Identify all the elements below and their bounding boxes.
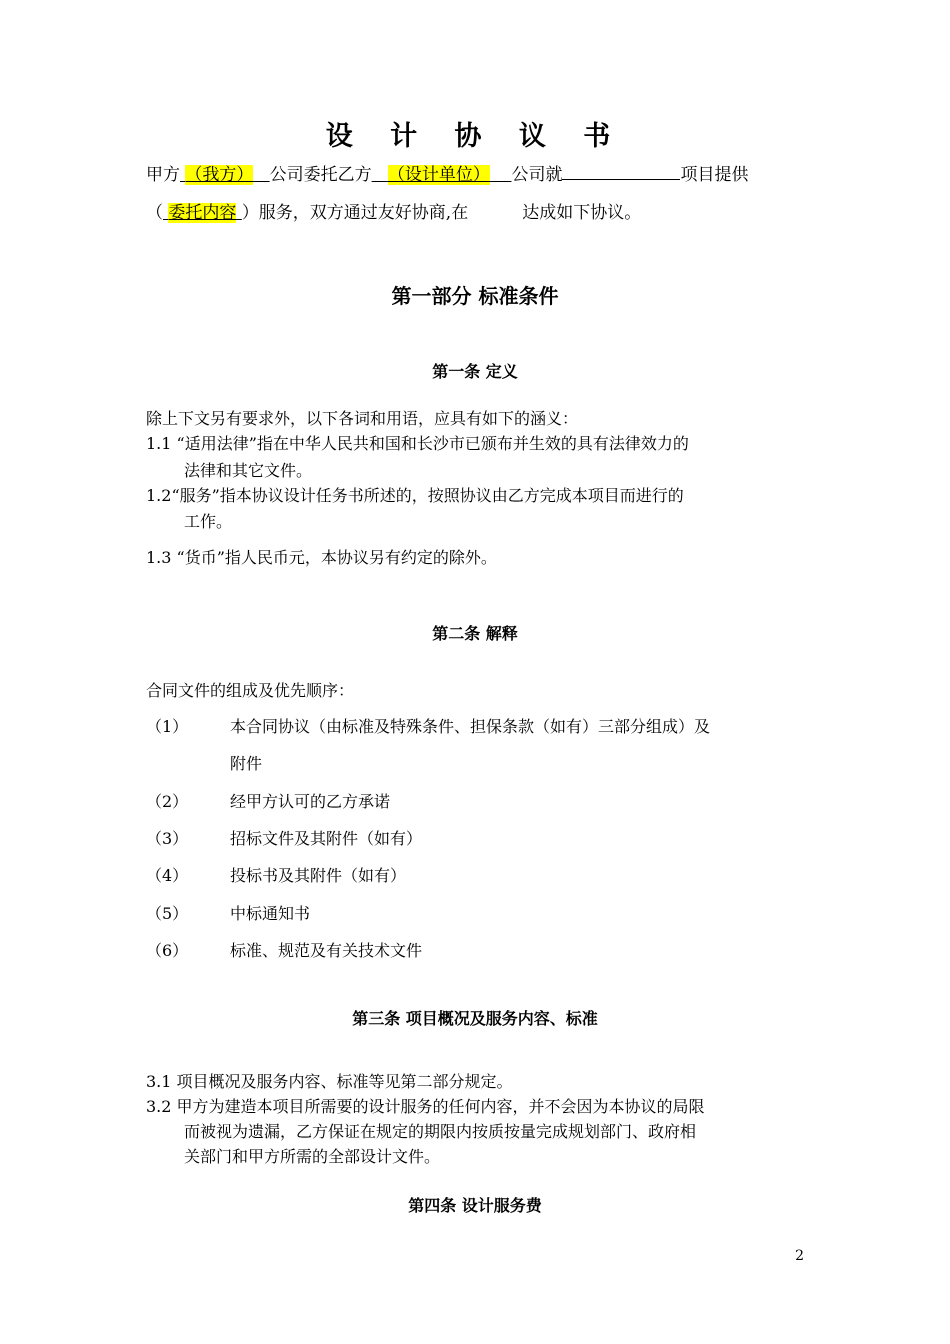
page-number: 2 [795, 1248, 804, 1264]
definition-1-2-line-2: 工作。 [184, 512, 233, 531]
content-field[interactable] [163, 203, 242, 223]
list-item-text: 中标通知书 [230, 904, 311, 923]
article-2-title: 第二条 解释 [432, 624, 518, 643]
list-item-text: 标准、规范及有关技术文件 [230, 941, 423, 960]
definition-1-2-line-1: 1.2“服务”指本协议设计任务书所述的，按照协议由乙方完成本项目而进行的 [146, 486, 684, 505]
paren-open: （ [146, 203, 163, 223]
project-name-blank[interactable] [562, 163, 680, 180]
content-value: 委托内容 [168, 203, 237, 223]
list-item-number: （6） [146, 941, 189, 960]
party-a-label: 甲方 [146, 165, 180, 185]
document-title: 设 计 协 议 书 [325, 121, 625, 152]
intro-mid-3: 项目提供 [680, 165, 749, 185]
definition-1-1-line-1: 1.1 “适用法律”指在中华人民共和国和长沙市已颁布并生效的具有法律效力的 [146, 434, 689, 453]
clause-3-2-line-1: 3.2 甲方为建造本项目所需要的设计服务的任何内容，并不会因为本协议的局限 [146, 1097, 705, 1116]
intro-line-1 [146, 160, 748, 185]
list-item-number: （5） [146, 904, 189, 923]
article-2-lead: 合同文件的组成及优先顺序： [146, 681, 355, 700]
list-item-text: 投标书及其附件（如有） [230, 866, 407, 885]
list-item-text: 招标文件及其附件（如有） [230, 829, 423, 848]
intro-mid-1: 公司委托乙方 [269, 165, 372, 185]
party-a-value: （我方） [185, 165, 254, 185]
definition-1-3: 1.3 “货币”指人民币元，本协议另有约定的除外。 [146, 548, 497, 567]
article-1-title: 第一条 定义 [432, 362, 518, 381]
party-b-field[interactable] [372, 165, 512, 185]
list-item-number: （1） [146, 717, 189, 736]
article-4-title: 第四条 设计服务费 [408, 1196, 542, 1215]
list-item-number: （4） [146, 866, 189, 885]
list-item-number: （3） [146, 829, 189, 848]
article-1-lead: 除上下文另有要求外，以下各词和用语，应具有如下的涵义： [146, 409, 579, 428]
intro-line2-rest: ）服务，双方通过友好协商,在 [241, 203, 469, 223]
clause-3-2-line-3: 关部门和甲方所需的全部设计文件。 [184, 1147, 441, 1166]
intro-line2-end: 达成如下协议。 [522, 203, 642, 223]
intro-line-2 [146, 198, 641, 223]
clause-3-2-line-2: 而被视为遗漏，乙方保证在规定的期限内按质按量完成规划部门、政府相 [184, 1122, 697, 1141]
definition-1-1-line-2: 法律和其它文件。 [184, 461, 313, 480]
party-a-field[interactable] [180, 165, 270, 185]
article-3-title: 第三条 项目概况及服务内容、标准 [352, 1009, 598, 1028]
list-item-number: （2） [146, 792, 189, 811]
list-item-text: 本合同协议（由标准及特殊条件、担保条款（如有）三部分组成）及 [230, 717, 711, 736]
part-1-title: 第一部分 标准条件 [391, 284, 559, 308]
party-b-value: （设计单位） [387, 165, 490, 185]
clause-3-1: 3.1 项目概况及服务内容、标准等见第二部分规定。 [146, 1072, 513, 1091]
intro-mid-2: 公司就 [511, 165, 563, 185]
list-item-text: 经甲方认可的乙方承诺 [230, 792, 391, 811]
list-item-continuation: 附件 [230, 754, 263, 773]
